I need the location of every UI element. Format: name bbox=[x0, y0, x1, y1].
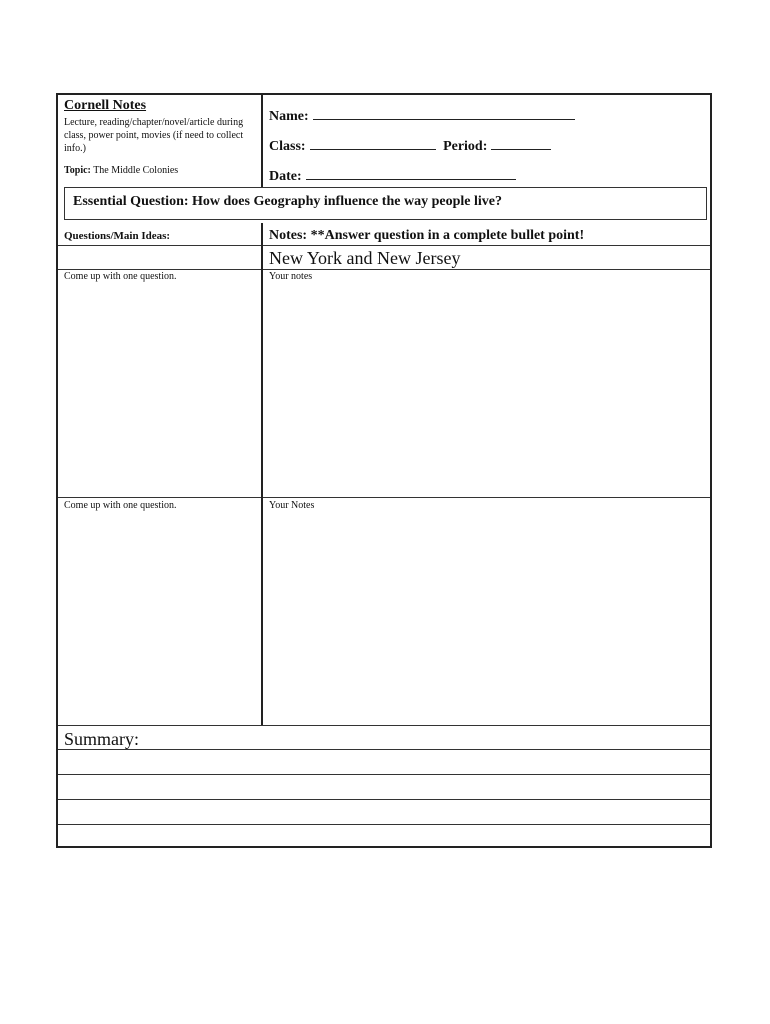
class-blank[interactable] bbox=[310, 137, 436, 150]
name-label: Name: bbox=[269, 109, 309, 124]
column-divider bbox=[261, 223, 263, 725]
class-period-field[interactable] bbox=[269, 137, 551, 155]
class-label: Class: bbox=[269, 139, 306, 154]
name-blank[interactable] bbox=[313, 107, 575, 120]
summary-line[interactable] bbox=[58, 749, 710, 750]
question-prompt[interactable]: Come up with one question. bbox=[64, 271, 177, 282]
divider-line bbox=[58, 269, 710, 270]
topic-label: Topic: bbox=[64, 165, 91, 176]
divider-line bbox=[58, 245, 710, 246]
notes-prompt[interactable]: Your Notes bbox=[269, 500, 315, 511]
date-field[interactable] bbox=[269, 167, 516, 185]
divider-line bbox=[58, 725, 710, 726]
sheet-title: Cornell Notes bbox=[64, 98, 147, 113]
sheet-subtitle: Lecture, reading/chapter/novel/article during class, power point, movies (if need to collect info.) bbox=[64, 117, 244, 154]
summary-line[interactable] bbox=[58, 774, 710, 775]
divider-line bbox=[58, 497, 710, 498]
period-label: Period: bbox=[443, 139, 488, 154]
summary-line[interactable] bbox=[58, 799, 710, 800]
date-label: Date: bbox=[269, 169, 302, 184]
date-blank[interactable] bbox=[306, 167, 516, 180]
question-prompt[interactable]: Come up with one question. bbox=[64, 500, 177, 511]
section-title: New York and New Jersey bbox=[269, 248, 461, 268]
notes-prompt[interactable]: Your notes bbox=[269, 271, 313, 282]
period-blank[interactable] bbox=[491, 137, 551, 150]
notes-header: Notes: **Answer question in a complete bullet point! bbox=[269, 228, 585, 243]
cornell-notes-sheet bbox=[56, 93, 712, 848]
summary-line[interactable] bbox=[58, 824, 710, 825]
topic-line bbox=[64, 165, 178, 176]
name-field[interactable] bbox=[269, 107, 575, 125]
summary-label: Summary: bbox=[64, 729, 139, 749]
header-divider bbox=[261, 95, 263, 187]
questions-header: Questions/Main Ideas: bbox=[64, 230, 171, 242]
topic-value: The Middle Colonies bbox=[93, 165, 179, 176]
essential-question-box: Essential Question: How does Geography influence the way people live? bbox=[64, 187, 707, 220]
